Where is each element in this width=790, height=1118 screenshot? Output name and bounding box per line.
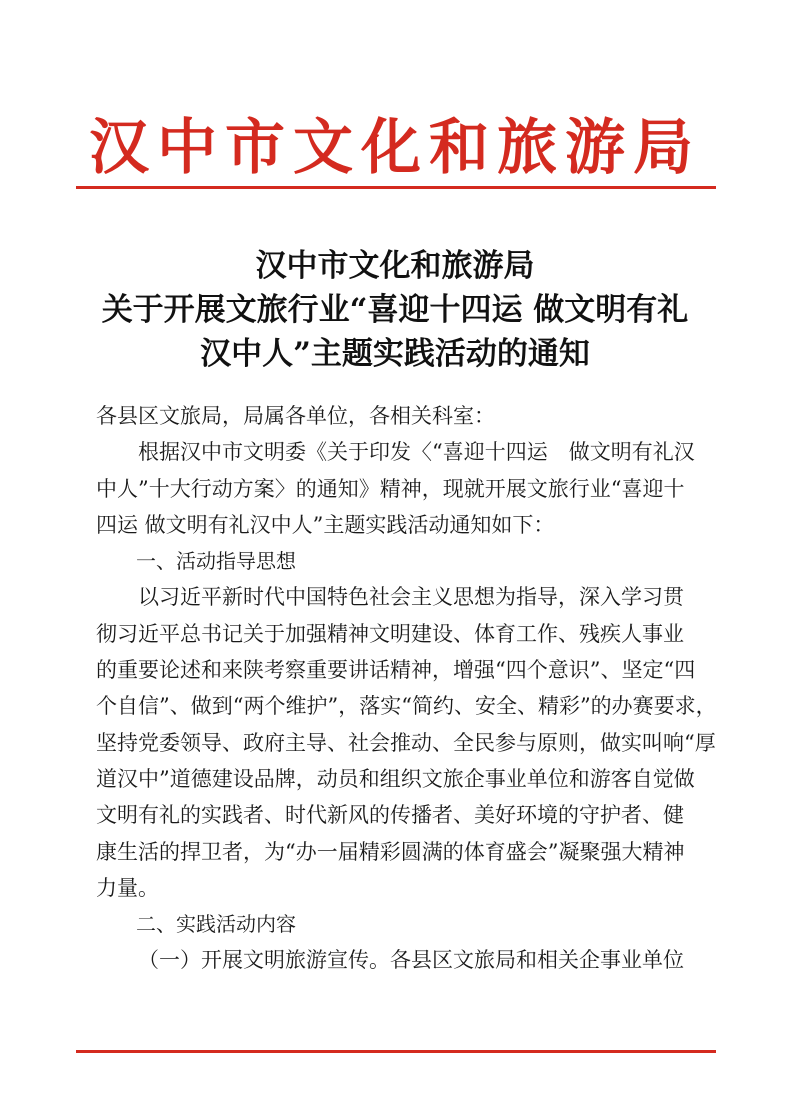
recipients-line: 各县区文旅局，局属各单位，各相关科室： <box>96 404 495 428</box>
title-line-3: 汉中人”主题实践活动的通知 <box>200 336 590 372</box>
section-1-line-8: 康生活的捍卫者，为“办一届精彩圆满的体育盛会”凝聚强大精神 <box>96 839 685 864</box>
section-1-line-9: 力量。 <box>96 875 159 900</box>
section-1-line-5: 坚持党委领导、政府主导、社会推动、全民参与原则，做实叫响“厚 <box>96 730 716 755</box>
document-body <box>96 398 717 979</box>
section-1-line-4: 个自信”、做到“两个维护”，落实“简约、安全、精彩”的办赛要求， <box>96 694 717 719</box>
intro-line-2: 中人”十大行动方案〉的通知》精神，现就开展文旅行业“喜迎十 <box>96 476 685 501</box>
letterhead-agency-name: 汉中市文化和旅游局 <box>89 113 701 183</box>
intro-line-1: 根据汉中市文明委《关于印发〈“喜迎十四运 做文明有礼汉 <box>138 440 695 465</box>
section-1-line-2: 彻习近平总书记关于加强精神文明建设、体育工作、残疾人事业 <box>96 621 684 646</box>
title-line-1: 汉中市文化和旅游局 <box>255 248 535 284</box>
section-1-heading: 一、活动指导思想 <box>136 549 296 574</box>
section-1-line-1: 以习近平新时代中国特色社会主义思想为指导，深入学习贯 <box>138 585 684 610</box>
section-1-line-7: 文明有礼的实践者、时代新风的传播者、美好环境的守护者、健 <box>96 803 684 828</box>
document-title <box>0 244 790 376</box>
title-line-2: 关于开展文旅行业“喜迎十四运 做文明有礼 <box>101 292 689 328</box>
letterhead-red-rule <box>76 186 716 189</box>
section-1-line-6: 道汉中”道德建设品牌，动员和组织文旅企事业单位和游客自觉做 <box>96 766 695 791</box>
section-2-heading: 二、实践活动内容 <box>136 912 296 937</box>
intro-line-3: 四运 做文明有礼汉中人”主题实践活动通知如下： <box>96 512 555 537</box>
section-2-line-1: （一）开展文明旅游宣传。各县区文旅局和相关企事业单位 <box>138 948 684 973</box>
footer-red-rule <box>76 1050 716 1053</box>
section-1-line-3: 的重要论述和来陕考察重要讲话精神，增强“四个意识”、坚定“四 <box>96 658 696 683</box>
